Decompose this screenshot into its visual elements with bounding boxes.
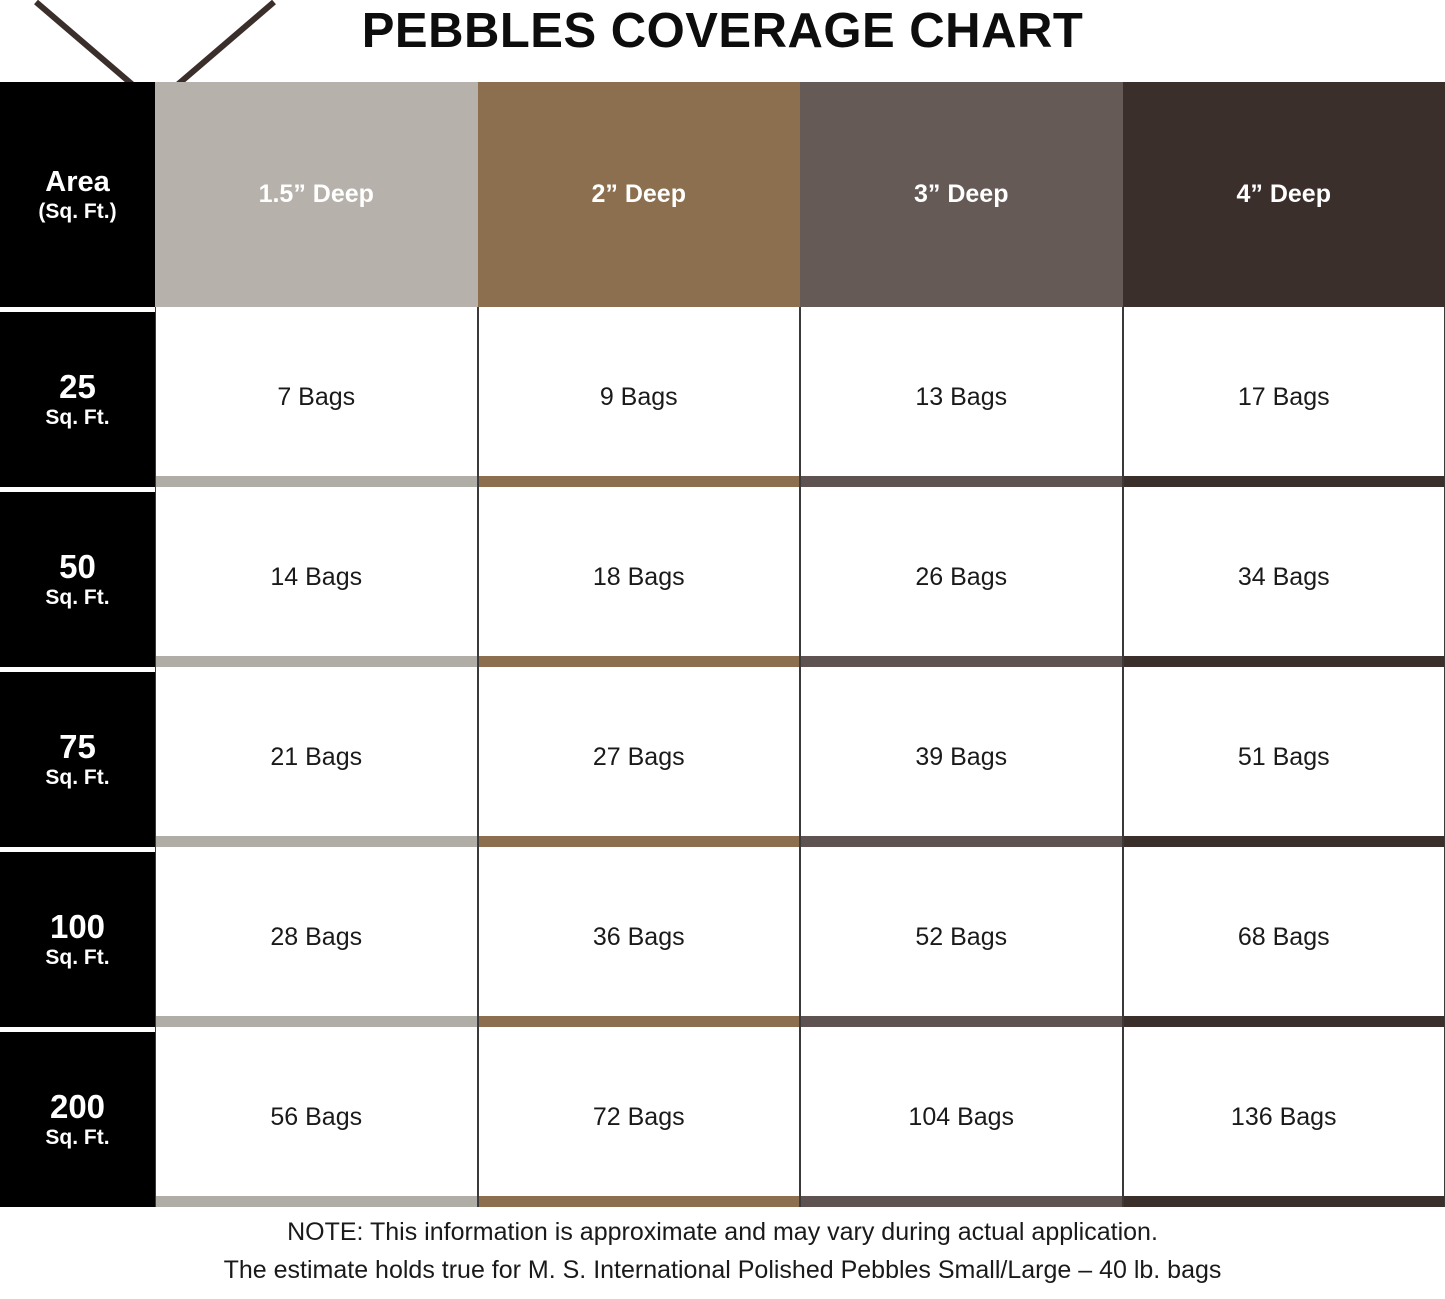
row-area-cell	[0, 487, 155, 667]
table-row	[0, 307, 1445, 487]
row-area-unit: Sq. Ft.	[45, 766, 110, 789]
cell-value: 72 Bags	[592, 1102, 685, 1131]
cell-underline	[801, 1196, 1122, 1207]
column-header-label: 4” Deep	[1236, 180, 1331, 208]
cell-value: 104 Bags	[908, 1102, 1015, 1131]
cell-value: 51 Bags	[1237, 742, 1330, 771]
cell-bags	[800, 667, 1123, 847]
column-header-1-5-deep	[155, 82, 478, 307]
row-area-value: 200	[49, 1088, 106, 1125]
row-area-value: 75	[59, 728, 96, 765]
page-title: PEBBLES COVERAGE CHART	[361, 4, 1084, 58]
footnote-line-2: The estimate holds true for M. S. International Polished Pebbles Small/Large – 40 lb. bags	[223, 1256, 1222, 1284]
cell-bags	[800, 1027, 1123, 1207]
row-area-value: 100	[49, 908, 106, 945]
cell-bags	[478, 667, 801, 847]
cell-bags	[1123, 307, 1445, 487]
row-area-value: 25	[59, 368, 96, 405]
row-area-unit: Sq. Ft.	[45, 586, 110, 609]
cell-underline	[801, 656, 1122, 667]
cell-value: 14 Bags	[270, 562, 363, 591]
cell-bags	[155, 487, 478, 667]
cell-value: 136 Bags	[1230, 1102, 1337, 1131]
table-row	[0, 847, 1445, 1027]
cell-value: 7 Bags	[277, 382, 356, 411]
cell-value: 9 Bags	[599, 382, 678, 411]
cell-bags	[800, 847, 1123, 1027]
cell-value: 68 Bags	[1237, 922, 1330, 951]
footnotes	[0, 1213, 1445, 1289]
cell-underline	[1124, 1016, 1445, 1027]
cell-underline	[801, 476, 1122, 487]
cell-value: 18 Bags	[592, 562, 685, 591]
cell-underline	[1124, 836, 1445, 847]
cell-value: 17 Bags	[1237, 382, 1330, 411]
column-header-label: 1.5” Deep	[258, 180, 374, 208]
area-header-unit: (Sq. Ft.)	[38, 199, 117, 223]
cell-underline	[1124, 476, 1445, 487]
cell-underline	[156, 656, 477, 667]
row-area-cell	[0, 307, 155, 487]
cell-value: 28 Bags	[270, 922, 363, 951]
cell-bags	[478, 1027, 801, 1207]
table-row	[0, 1027, 1445, 1207]
coverage-table	[0, 82, 1445, 1207]
cell-value: 27 Bags	[592, 742, 685, 771]
row-area-cell	[0, 847, 155, 1027]
cell-value: 21 Bags	[270, 742, 363, 771]
cell-value: 52 Bags	[915, 922, 1008, 951]
cell-bags	[1123, 1027, 1445, 1207]
cell-bags	[478, 487, 801, 667]
row-area-unit: Sq. Ft.	[45, 1126, 110, 1149]
column-header-2-deep	[478, 82, 801, 307]
cell-underline	[1124, 1196, 1445, 1207]
cell-value: 56 Bags	[270, 1102, 363, 1131]
column-header-3-deep	[800, 82, 1123, 307]
cell-underline	[479, 1196, 800, 1207]
cell-bags	[1123, 667, 1445, 847]
cell-value: 13 Bags	[915, 382, 1008, 411]
column-header-label: 2” Deep	[591, 180, 686, 208]
cell-bags	[800, 307, 1123, 487]
table-header-row	[0, 82, 1445, 307]
area-header-cell	[0, 82, 155, 307]
cell-bags	[478, 307, 801, 487]
footnote-line-1: NOTE: This information is approximate and may vary during actual application.	[287, 1218, 1158, 1246]
row-area-unit: Sq. Ft.	[45, 946, 110, 969]
cell-underline	[156, 1196, 477, 1207]
row-area-value: 50	[59, 548, 96, 585]
cell-value: 26 Bags	[915, 562, 1008, 591]
cell-underline	[479, 1016, 800, 1027]
cell-bags	[155, 667, 478, 847]
cell-underline	[156, 836, 477, 847]
cell-underline	[479, 656, 800, 667]
cell-bags	[1123, 487, 1445, 667]
cell-value: 34 Bags	[1237, 562, 1330, 591]
cell-underline	[801, 836, 1122, 847]
cell-underline	[479, 476, 800, 487]
cell-bags	[800, 487, 1123, 667]
cell-bags	[1123, 847, 1445, 1027]
cell-underline	[479, 836, 800, 847]
cell-bags	[478, 847, 801, 1027]
cell-value: 39 Bags	[915, 742, 1008, 771]
row-area-unit: Sq. Ft.	[45, 406, 110, 429]
cell-underline	[801, 1016, 1122, 1027]
cell-bags	[155, 847, 478, 1027]
table-row	[0, 667, 1445, 847]
row-area-cell	[0, 667, 155, 847]
cell-underline	[1124, 656, 1445, 667]
cell-bags	[155, 1027, 478, 1207]
row-area-cell	[0, 1027, 155, 1207]
area-header-label: Area	[45, 165, 110, 198]
cell-value: 36 Bags	[592, 922, 685, 951]
cell-underline	[156, 1016, 477, 1027]
cell-bags	[155, 307, 478, 487]
column-header-label: 3” Deep	[914, 180, 1009, 208]
cell-underline	[156, 476, 477, 487]
table-row	[0, 487, 1445, 667]
column-header-4-deep	[1123, 82, 1445, 307]
